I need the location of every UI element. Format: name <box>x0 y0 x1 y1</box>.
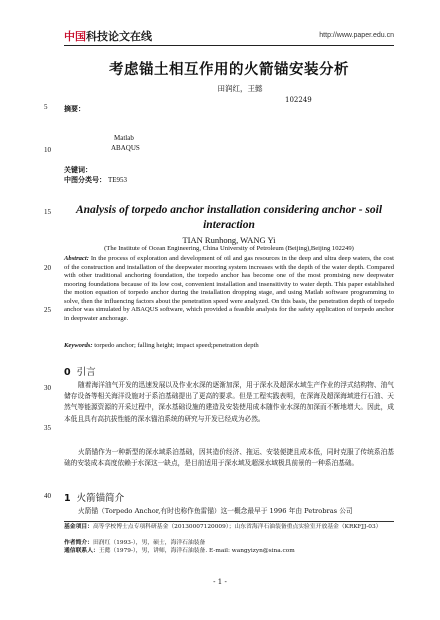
english-abstract-text: In the process of exploration and development of oil and gas resources in the deep and ultra deep waters, the cost of the construction and installation of the deepwater mooring system increases with the depth of the water depth. Compared with other traditional anchoring foundation, the torpedo anchor has become one of the most promising new deepwater mooring foundations because of its low cost, convenient installation and insensitivity to water depth. This paper established the motion equation of torpedo anchor during the installation dropping stage, and using Matlab software programming to solve, then the influencing factors about the penetration speed were analyzed. On this basis, the penetration depth of torpedo anchor was simulated by ABAQUS software, which provided a feasible analysis for the safety application of torpedo anchor in deepwater anchorage. <box>64 255 394 322</box>
footnote-fund-text: 高等学校博士点专项科研基金（20130007120009）；山东省海洋石油装备重点实验室开放基金（KRKFJJ-03） <box>93 524 382 530</box>
english-affiliation: (The Institute of Ocean Engineering, China University of Petroleum (Beijing),Beijing 102249) <box>104 245 354 252</box>
line-number: 30 <box>44 384 51 392</box>
chinese-title: 考虑锚土相互作用的火箭锚安装分析 <box>109 62 349 78</box>
line-number: 15 <box>44 208 51 216</box>
site-logo <box>64 28 152 44</box>
english-abstract <box>64 255 394 323</box>
intro-paragraph-2: 火箭锚作为一种新型的深水域系泊基础，因其造价经济、拖运、安装便捷且成本低，同时克服了传统系泊基础的安装成本高度依赖于水深这一缺点，是目前适用于深水域及超深水域极具前景的一种系泊基础。 <box>64 448 394 468</box>
clc-value: TE953 <box>108 176 128 184</box>
section-1-paragraph-1: 火箭锚（Torpedo Anchor,有时也称作鱼雷锚）这一概念最早于 1996 年由 Petrobras 公司 <box>78 507 353 515</box>
footnote-divider <box>64 521 394 522</box>
chinese-clc-label <box>64 175 127 185</box>
english-keywords-text: torpedo anchor; falling height; impact speed;penetration depth <box>94 342 259 349</box>
footnote-author-label: 作者简介： <box>64 540 93 546</box>
section-heading-introduction <box>64 364 96 378</box>
logo-red-text: 中国 <box>64 30 86 43</box>
clc-label-text: 中图分类号： <box>64 176 106 184</box>
chinese-abstract-matlab: Matlab <box>114 134 134 142</box>
section-number: 0 <box>64 367 71 378</box>
english-keywords <box>64 342 394 349</box>
page-number: - 1 - <box>213 578 227 586</box>
chinese-abstract-label: 摘要： <box>64 105 85 113</box>
english-abstract-label: Abstract: <box>64 255 89 262</box>
section-title: 火箭锚简介 <box>76 493 125 504</box>
footnote-author <box>64 540 394 548</box>
footnote-author-text: 田润红（1993-），男，硕士，海洋石油装备 <box>93 540 206 546</box>
chinese-keywords-label: 关键词： <box>64 166 92 174</box>
footnote-correspondence <box>64 548 394 556</box>
line-number: 25 <box>44 306 51 314</box>
section-number: 1 <box>64 493 71 504</box>
line-number: 20 <box>44 264 51 272</box>
intro-paragraph-1: 随着海洋油气开发的迅速发展以及作业水深的逐渐加深，用于深水及超深水域生产作业的浮式结构物、油气储存设备等相关海洋设施对于系泊基础提出了更高的要求。但是工程实践表明，在深海及超深海域进行石油、天然气等能源资源的开采过程中，深水基础设施的建造及安装使用成本随作业水深的加深而不断地增大。因此，成本低且具有高抗拔性能的深水锚泊系统的研究与开发已经成为必然。 <box>64 381 394 423</box>
chinese-abstract-abaqus: ABAQUS <box>111 144 140 152</box>
site-url[interactable]: http://www.paper.edu.cn <box>319 32 394 39</box>
english-title: Analysis of torpedo anchor installation considering anchor - soil interaction <box>75 204 383 231</box>
section-heading-1 <box>64 490 124 504</box>
section-title: 引言 <box>76 367 96 378</box>
footnote-correspondence-text: 王懿（1979-），男，讲师，海洋石油装备. E-mail: wangyizyn@sina.com <box>98 548 295 554</box>
english-authors: TIAN Runhong, WANG Yi <box>182 235 276 245</box>
chinese-authors: 田润红，王懿 <box>217 84 263 93</box>
english-keywords-label: Keywords: <box>64 342 93 349</box>
line-number: 40 <box>44 492 51 500</box>
line-number: 35 <box>44 424 51 432</box>
footnote-fund <box>64 524 394 532</box>
footnote-correspondence-label: 通信联系人： <box>64 548 99 554</box>
page-header <box>64 30 394 46</box>
logo-dark-text: 科技论文在线 <box>86 30 152 43</box>
line-number: 5 <box>44 103 48 111</box>
chinese-postcode: 102249 <box>285 96 312 104</box>
line-number: 10 <box>44 146 51 154</box>
footnote-fund-label: 基金项目： <box>64 524 93 530</box>
